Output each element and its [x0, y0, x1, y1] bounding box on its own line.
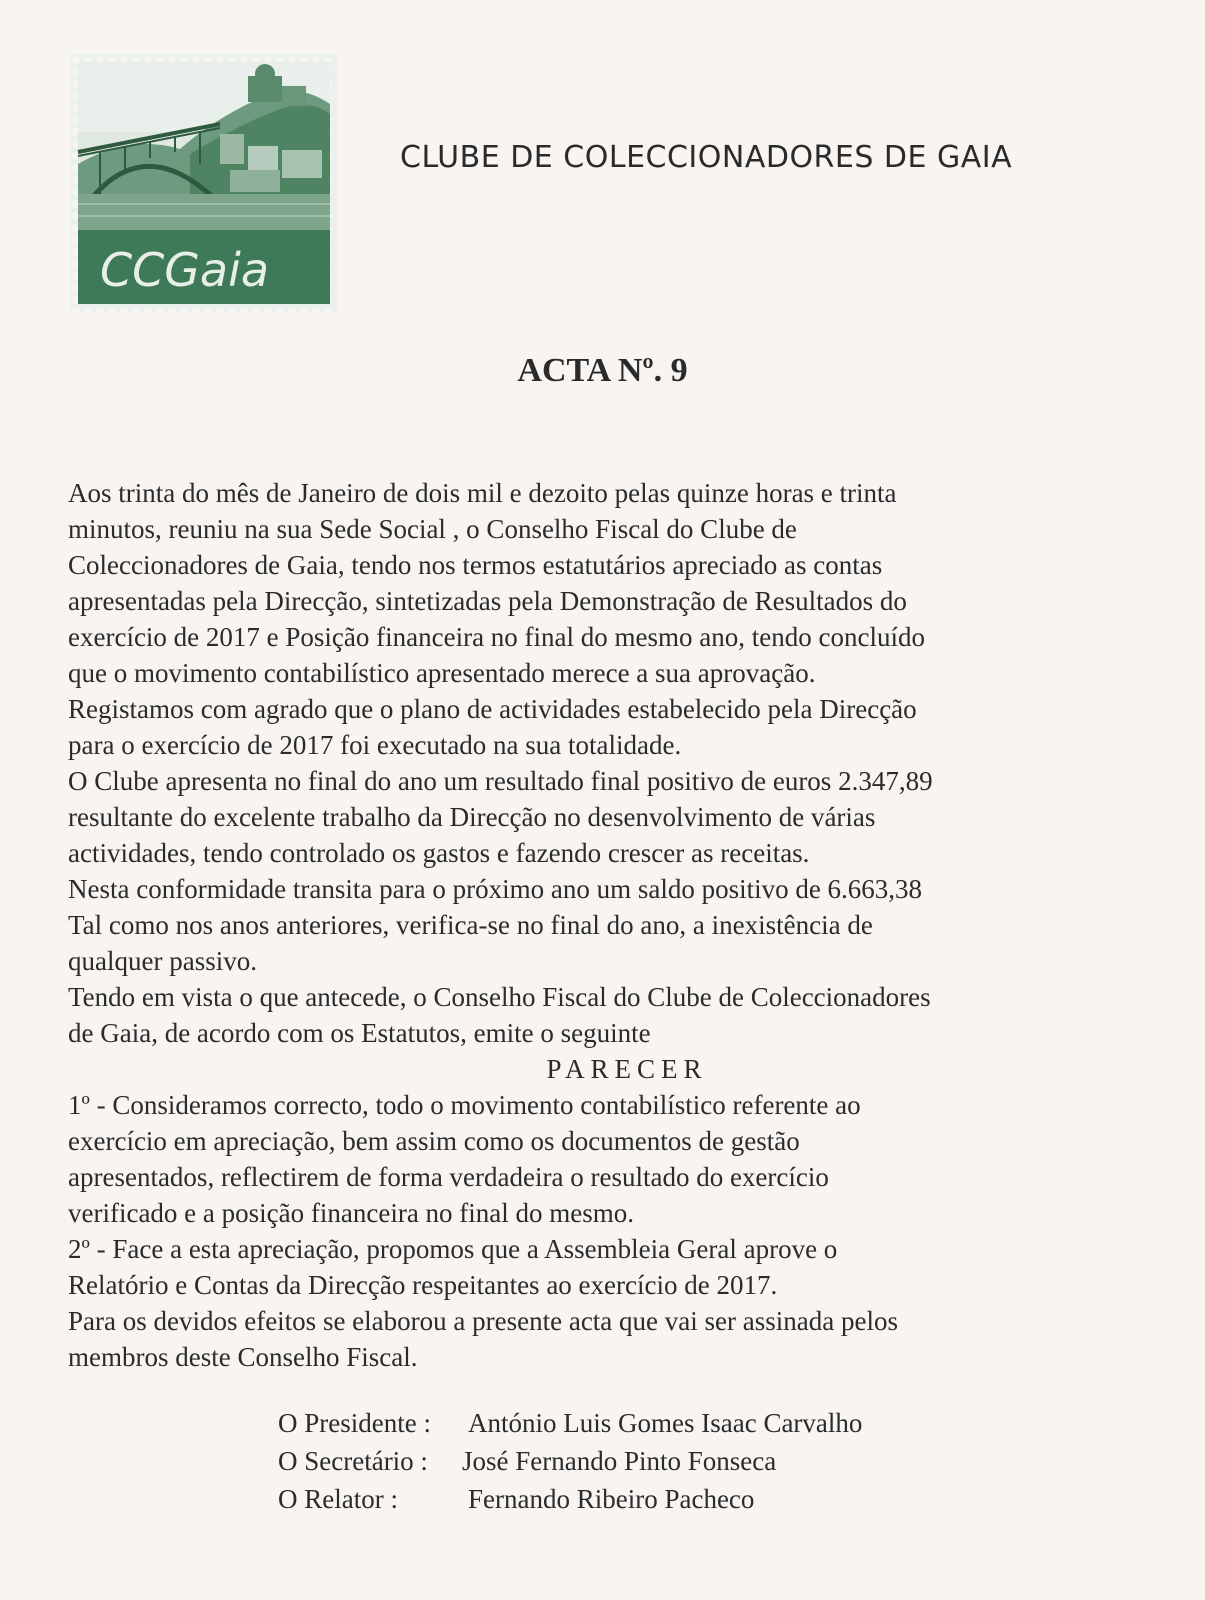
parecer-line: apresentados, reflectirem de forma verdadeira o resultado do exercício: [68, 1162, 829, 1192]
body-line: minutos, reuniu na sua Sede Social , o Conselho Fiscal do Clube de: [68, 514, 797, 544]
body-line: Tendo em vista o que antecede, o Conselho Fiscal do Clube de Coleccionadores: [68, 982, 931, 1012]
body-line: resultante do excelente trabalho da Direcção no desenvolvimento de várias: [68, 802, 876, 832]
stamp-image: [70, 54, 338, 312]
reporter-name: Fernando Ribeiro Pacheco: [468, 1484, 755, 1514]
secretary-role: O Secretário :: [278, 1446, 428, 1476]
document-title: ACTA Nº. 9: [517, 352, 688, 389]
body-line: O Clube apresenta no final do ano um resultado final positivo de euros 2.347,89: [68, 766, 933, 796]
body-line: qualquer passivo.: [68, 946, 257, 976]
body-line: para o exercício de 2017 foi executado na sua totalidade.: [68, 730, 682, 760]
president-role: O Presidente :: [278, 1408, 431, 1438]
club-logo-stamp: [70, 54, 338, 312]
secretary-name: José Fernando Pinto Fonseca: [462, 1446, 777, 1476]
president-name: António Luis Gomes Isaac Carvalho: [468, 1408, 863, 1438]
body-line: Aos trinta do mês de Janeiro de dois mil e dezoito pelas quinze horas e trinta: [68, 478, 897, 508]
signature-reporter: [278, 1480, 862, 1518]
body-line: Tal como nos anos anteriores, verifica-se no final do ano, a inexistência de: [68, 910, 873, 940]
parecer-heading: PARECER: [546, 1054, 708, 1084]
parecer-line: Para os devidos efeitos se elaborou a presente acta que vai ser assinada pelos: [68, 1306, 898, 1336]
signature-president: [278, 1404, 862, 1442]
club-name: CLUBE DE COLECCIONADORES DE GAIA: [400, 140, 1013, 175]
body-line: Coleccionadores de Gaia, tendo nos termos estatutários apreciado as contas: [68, 550, 883, 580]
reporter-role: O Relator :: [278, 1484, 398, 1514]
body-line: apresentadas pela Direcção, sintetizadas pela Demonstração de Resultados do: [68, 586, 907, 616]
body-line: de Gaia, de acordo com os Estatutos, emite o seguinte: [68, 1018, 651, 1048]
body-line: Registamos com agrado que o plano de actividades estabelecido pela Direcção: [68, 694, 917, 724]
body-line: actividades, tendo controlado os gastos e fazendo crescer as receitas.: [68, 838, 810, 868]
parecer-line: verificado e a posição financeira no final do mesmo.: [68, 1198, 635, 1228]
parecer-line: membros deste Conselho Fiscal.: [68, 1342, 418, 1372]
parecer-line: Relatório e Contas da Direcção respeitantes ao exercício de 2017.: [68, 1270, 778, 1300]
document-body: [68, 475, 1178, 1375]
parecer-line: 2º - Face a esta apreciação, propomos que a Assembleia Geral aprove o: [68, 1234, 838, 1264]
signature-secretary: [278, 1442, 862, 1480]
parecer-line: 1º - Consideramos correcto, todo o movimento contabilístico referente ao: [68, 1090, 861, 1120]
body-line: exercício de 2017 e Posição financeira no final do mesmo ano, tendo concluído: [68, 622, 925, 652]
parecer-line: exercício em apreciação, bem assim como os documentos de gestão: [68, 1126, 800, 1156]
logo-text: CCGaia: [100, 243, 270, 297]
signature-block: [278, 1404, 862, 1518]
body-line: Nesta conformidade transita para o próximo ano um saldo positivo de 6.663,38: [68, 874, 923, 904]
body-line: que o movimento contabilístico apresentado merece a sua aprovação.: [68, 658, 816, 688]
